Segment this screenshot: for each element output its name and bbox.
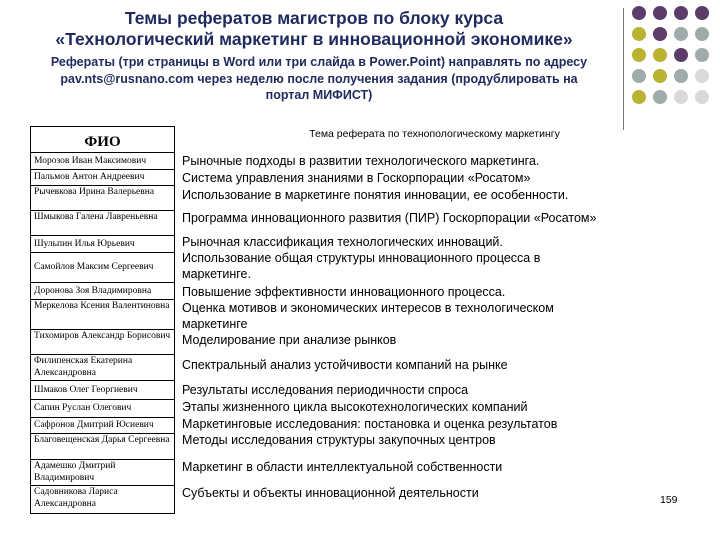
subtitle-line-2: pav.nts@rusnano.com через неделю после получения задания (продублировать на (60, 71, 578, 86)
dot-purple (632, 6, 646, 20)
topic-row: Рыночная классификация технологических инноваций. (182, 235, 503, 249)
fio-row: Садовникова Лариса Александровна (34, 487, 118, 509)
topic-row: Рыночные подходы в развитии технологического маркетинга. (182, 154, 540, 168)
topic-row: Оценка мотивов и экономических интересов в технологическом (182, 301, 554, 315)
topic-row: Маркетинг в области интеллектуальной собственности (182, 460, 503, 474)
dot-light (695, 90, 709, 104)
slide-title (8, 8, 620, 50)
dot-light (674, 90, 688, 104)
fio-row: Сапин Руслан Олегович (31, 400, 174, 418)
fio-header: ФИО (31, 127, 174, 153)
topic-row: Программа инновационного развития (ПИР) Госкорпорации «Росатом» (182, 211, 597, 225)
fio-row: Шульпин Илья Юрьевич (31, 236, 174, 253)
topic-row: Маркетинговые исследования: постановка и оценка результатов (182, 417, 558, 431)
fio-row: Тихомиров Александр Борисович (31, 330, 174, 355)
title-line-2: «Технологический маркетинг в инновационной экономике» (55, 29, 573, 49)
dot-olive (653, 48, 667, 62)
dot-olive (632, 27, 646, 41)
fio-row: Шмыкова Галена Лавреньевна (31, 211, 174, 236)
dot-gray (653, 90, 667, 104)
subtitle-line-1: Рефераты (три страницы в Word или три слайда в Power.Point) направлять по адресу (50, 55, 588, 69)
fio-row: Меркелова Ксения Валентиновна (31, 300, 174, 330)
fio-row: Доронова Зоя Владимировна (31, 283, 174, 300)
decorative-divider (623, 8, 624, 130)
topic-row: маркетинге (182, 317, 248, 331)
page-number: 159 (660, 494, 678, 506)
dot-gray (632, 69, 646, 83)
dot-olive (632, 48, 646, 62)
topic-row: Использование в маркетинге понятия инновации, ее особенности. (182, 188, 569, 202)
dot-gray (674, 27, 688, 41)
topic-row: Этапы жизненного цикла высокотехнологических компаний (182, 400, 528, 414)
topic-row: Система управления знаниями в Госкорпорации «Росатом» (182, 171, 531, 185)
topic-row: маркетинге. (182, 267, 251, 281)
dot-olive (653, 69, 667, 83)
dot-purple (653, 27, 667, 41)
dot-gray (695, 27, 709, 41)
topic-row: Методы исследования структуры закупочных центров (182, 433, 496, 447)
topic-row: Использование общая структуры инновационного процесса в (182, 251, 541, 265)
dot-purple (674, 6, 688, 20)
topic-row: Повышение эффективности инновационного процесса. (182, 285, 506, 299)
fio-row: Пальмов Антон Андреевич (31, 170, 174, 186)
slide-subtitle (8, 54, 630, 104)
dot-olive (632, 90, 646, 104)
dot-light (695, 69, 709, 83)
topic-row: Моделирование при анализе рынков (182, 333, 397, 347)
dot-gray (674, 69, 688, 83)
subtitle-line-3: портал МИФИСТ) (265, 88, 373, 102)
dot-purple (653, 6, 667, 20)
fio-row: Самойлов Максим Сергеевич (31, 253, 174, 283)
dot-purple (674, 48, 688, 62)
topic-row: Субъекты и объекты инновационной деятельности (182, 486, 479, 500)
fio-row: Адамешко Дмитрий Владимирович (31, 460, 174, 486)
topic-row: Спектральный анализ устойчивости компаний на рынке (182, 358, 508, 372)
title-line-1: Темы рефератов магистров по блоку курса (124, 8, 504, 28)
dot-gray (695, 48, 709, 62)
fio-row: Филипенская Екатерина Александровна (31, 355, 174, 381)
fio-row: Шмаков Олег Георгиевич (31, 381, 174, 400)
fio-row: Рычевкова Ирина Валерьевна (31, 186, 174, 211)
fio-row: Морозов Иван Максимович (31, 153, 174, 170)
fio-row: Благовещенская Дарья Сергеевна (31, 434, 174, 460)
topic-row: Результаты исследования периодичности спроса (182, 383, 469, 397)
topics-table (30, 126, 689, 514)
dot-purple (695, 6, 709, 20)
topic-header: Тема реферата по технопологическому маркетингу (309, 128, 560, 140)
fio-column (30, 126, 175, 514)
fio-row: Сафронов Дмитрий Юсиевич (31, 418, 174, 434)
